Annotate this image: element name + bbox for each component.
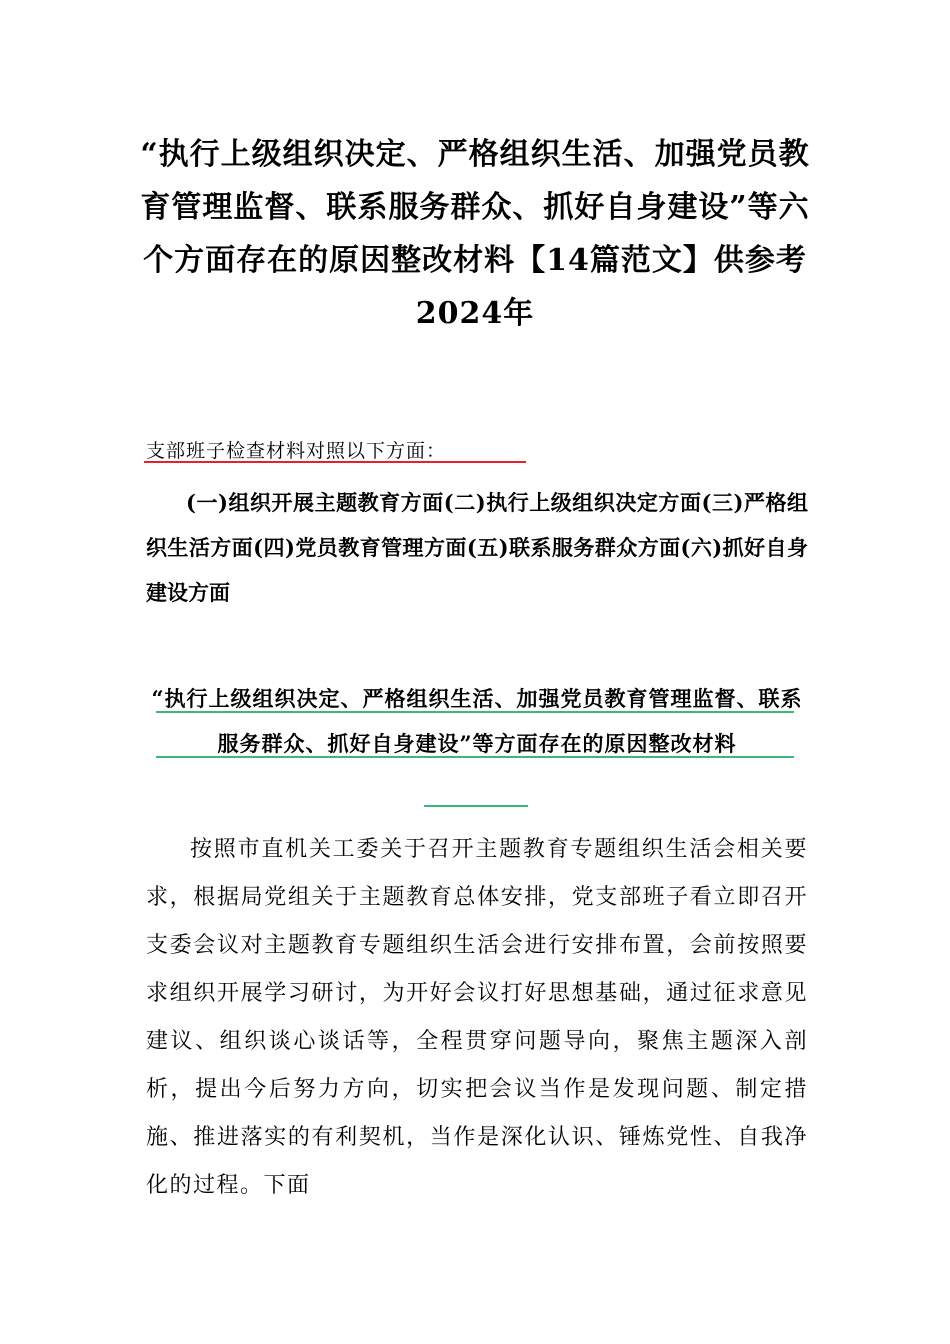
red-underline [144, 461, 526, 463]
checklist-subheading: 支部班子检查材料对照以下方面： [146, 440, 447, 462]
green-underline [424, 805, 528, 807]
aspects-list: (一)组织开展主题教育方面(二)执行上级组织决定方面(三)严格组织生活方面(四)党员教育管理方面(五)联系服务群众方面(六)抓好自身建设方面 [146, 490, 808, 605]
body-paragraph: 按照市直机关工委关于召开主题教育专题组织生活会相关要求，根据局党组关于主题教育总体安排，党支部班子看立即召开支委会议对主题教育专题组织生活会进行安排布置，会前按照要求组织开展学习研讨，为开好会议打好思想基础，通过征求意见建议、组织谈心谈话等，全程贯穿问题导向，聚焦主题深入剖析，提出今后努力方向，切实把会议当作是发现问题、制定措施、推进落实的有利契机，当作是深化认识、锤炼党性、自我净化的过程。下面 [146, 837, 808, 1198]
document-title: “执行上级组织决定、严格组织生活、加强党员教育管理监督、联系服务群众、抓好自身建设”等六个方面存在的原因整改材料【14篇范文】供参考2024年 [140, 137, 810, 331]
section-title: “执行上级组织决定、严格组织生活、加强党员教育管理监督、联系服务群众、抓好自身建设”等方面存在的原因整改材料 [151, 686, 803, 756]
green-underline [156, 711, 794, 713]
green-underline [156, 756, 794, 758]
